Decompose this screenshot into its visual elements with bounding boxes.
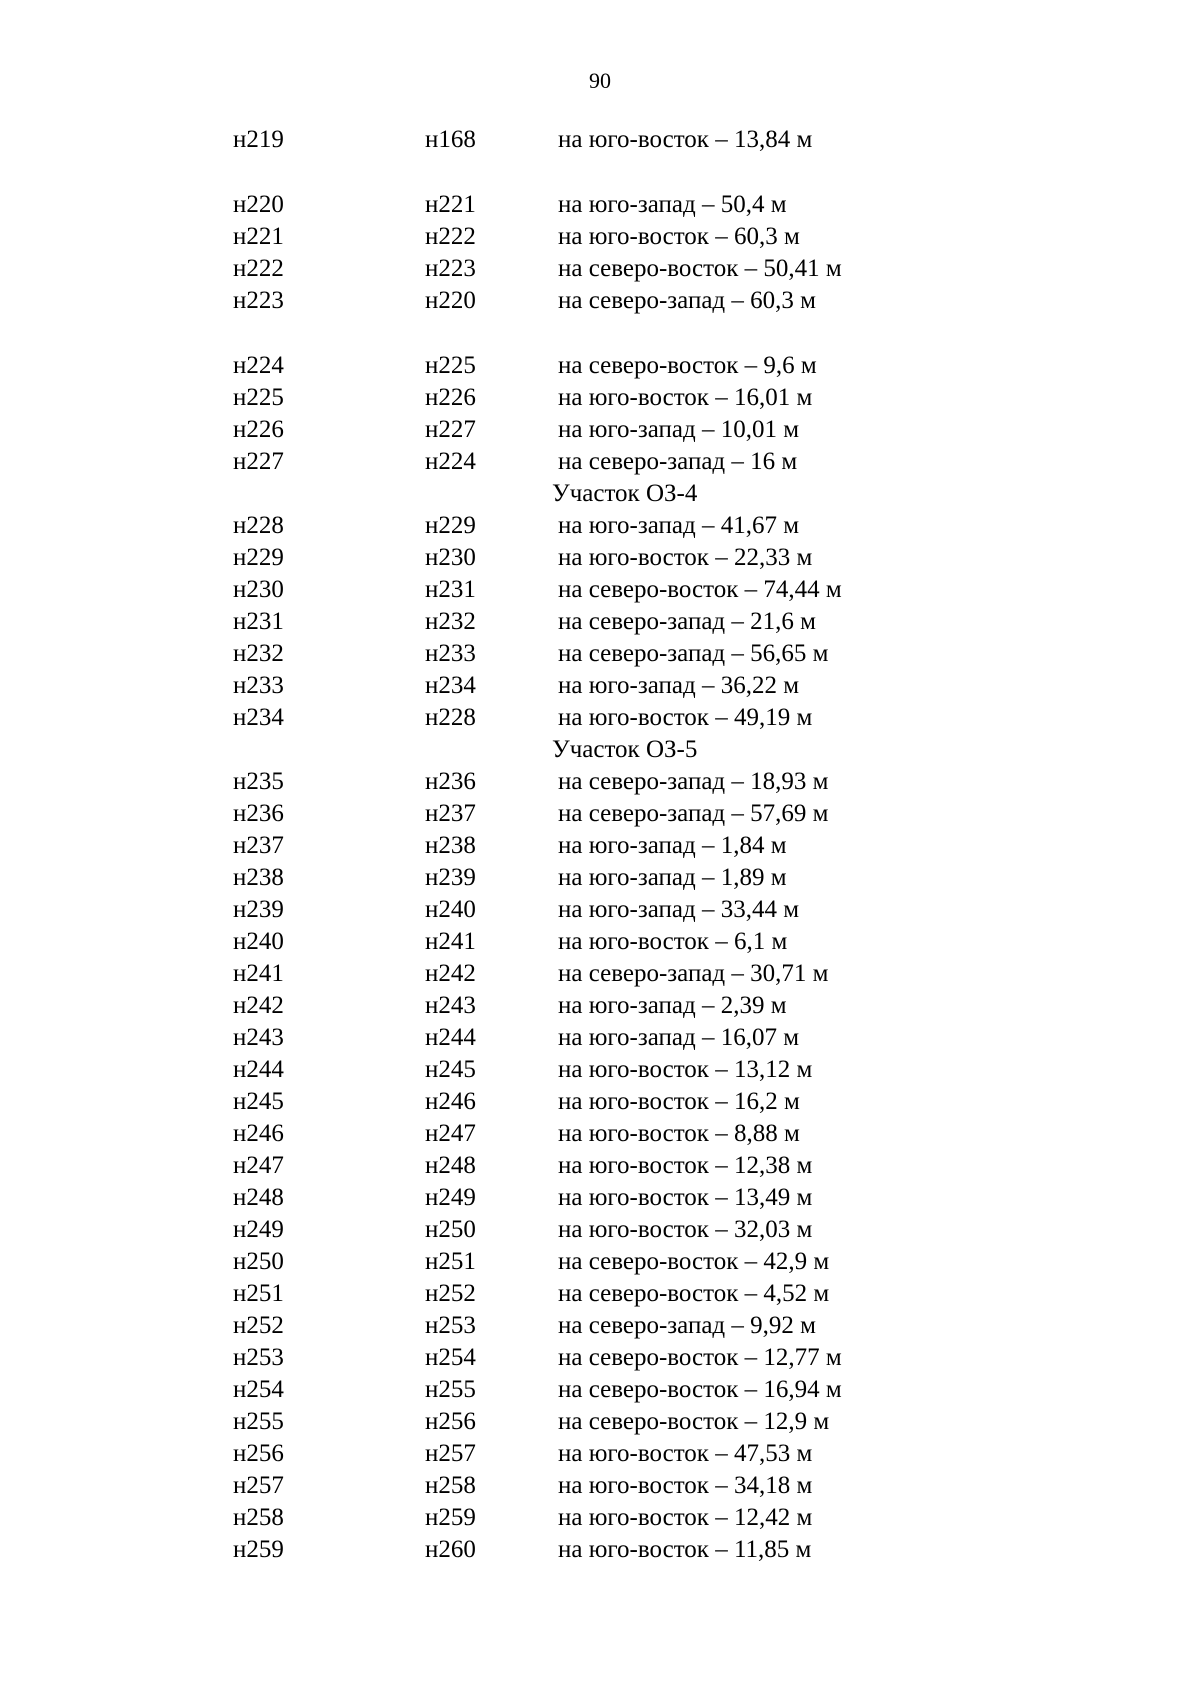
point-to: н249 xyxy=(425,1184,476,1211)
boundary-row xyxy=(0,766,1200,798)
point-from: н229 xyxy=(233,544,284,571)
boundary-row xyxy=(0,1054,1200,1086)
point-to: н243 xyxy=(425,992,476,1019)
direction-distance: на северо-запад – 21,6 м xyxy=(558,608,816,635)
point-to: н258 xyxy=(425,1472,476,1499)
point-from: н221 xyxy=(233,223,284,250)
boundary-row xyxy=(0,926,1200,958)
point-to: н255 xyxy=(425,1376,476,1403)
boundary-row xyxy=(0,414,1200,446)
page-number: 90 xyxy=(589,68,611,93)
direction-distance: на юго-запад – 1,89 м xyxy=(558,864,787,891)
point-to: н238 xyxy=(425,832,476,859)
direction-distance: на юго-восток – 60,3 м xyxy=(558,223,800,250)
point-from: н243 xyxy=(233,1024,284,1051)
point-from: н250 xyxy=(233,1248,284,1275)
direction-distance: на северо-запад – 18,93 м xyxy=(558,768,829,795)
point-to: н251 xyxy=(425,1248,476,1275)
blank-line xyxy=(0,156,1200,189)
point-to: н248 xyxy=(425,1152,476,1179)
direction-distance: на северо-восток – 74,44 м xyxy=(558,576,842,603)
blank-line xyxy=(0,317,1200,350)
boundary-row xyxy=(0,1438,1200,1470)
direction-distance: на юго-запад – 33,44 м xyxy=(558,896,800,923)
point-to: н260 xyxy=(425,1536,476,1563)
direction-distance: на юго-восток – 34,18 м xyxy=(558,1472,813,1499)
point-from: н257 xyxy=(233,1472,284,1499)
direction-distance: на юго-восток – 16,2 м xyxy=(558,1088,800,1115)
boundary-row xyxy=(0,510,1200,542)
point-to: н256 xyxy=(425,1408,476,1435)
direction-distance: на юго-восток – 12,42 м xyxy=(558,1504,813,1531)
point-to: н223 xyxy=(425,255,476,282)
point-from: н236 xyxy=(233,800,284,827)
boundary-row xyxy=(0,1214,1200,1246)
point-from: н259 xyxy=(233,1536,284,1563)
point-to: н229 xyxy=(425,512,476,539)
direction-distance: на юго-восток – 13,12 м xyxy=(558,1056,813,1083)
boundary-row xyxy=(0,1118,1200,1150)
point-to: н230 xyxy=(425,544,476,571)
direction-distance: на северо-восток – 9,6 м xyxy=(558,352,817,379)
direction-distance: на юго-восток – 13,84 м xyxy=(558,126,813,153)
direction-distance: на юго-восток – 8,88 м xyxy=(558,1120,800,1147)
point-from: н223 xyxy=(233,287,284,314)
direction-distance: на северо-восток – 12,9 м xyxy=(558,1408,830,1435)
boundary-row xyxy=(0,542,1200,574)
direction-distance: на северо-восток – 42,9 м xyxy=(558,1248,830,1275)
boundary-row xyxy=(0,189,1200,221)
point-from: н247 xyxy=(233,1152,284,1179)
direction-distance: на северо-запад – 16 м xyxy=(558,448,798,475)
point-from: н249 xyxy=(233,1216,284,1243)
direction-distance: на юго-запад – 41,67 м xyxy=(558,512,800,539)
point-to: н231 xyxy=(425,576,476,603)
point-from: н241 xyxy=(233,960,284,987)
boundary-row xyxy=(0,990,1200,1022)
direction-distance: на юго-восток – 11,85 м xyxy=(558,1536,812,1563)
direction-distance: на северо-запад – 9,92 м xyxy=(558,1312,816,1339)
direction-distance: на северо-запад – 30,71 м xyxy=(558,960,829,987)
boundary-row xyxy=(0,606,1200,638)
point-to: н244 xyxy=(425,1024,476,1051)
boundary-row xyxy=(0,1374,1200,1406)
point-from: н253 xyxy=(233,1344,284,1371)
boundary-row xyxy=(0,670,1200,702)
point-to: н233 xyxy=(425,640,476,667)
point-to: н225 xyxy=(425,352,476,379)
point-from: н219 xyxy=(233,126,284,153)
boundary-row xyxy=(0,1278,1200,1310)
point-from: н244 xyxy=(233,1056,284,1083)
direction-distance: на юго-запад – 16,07 м xyxy=(558,1024,800,1051)
point-from: н245 xyxy=(233,1088,284,1115)
point-to: н245 xyxy=(425,1056,476,1083)
boundary-row xyxy=(0,285,1200,317)
boundary-row xyxy=(0,958,1200,990)
point-to: н226 xyxy=(425,384,476,411)
point-to: н257 xyxy=(425,1440,476,1467)
point-from: н238 xyxy=(233,864,284,891)
boundary-row xyxy=(0,1022,1200,1054)
point-to: н168 xyxy=(425,126,476,153)
point-to: н228 xyxy=(425,704,476,731)
direction-distance: на северо-восток – 16,94 м xyxy=(558,1376,842,1403)
point-to: н221 xyxy=(425,191,476,218)
boundary-row xyxy=(0,1534,1200,1566)
point-to: н224 xyxy=(425,448,476,475)
boundary-row xyxy=(0,221,1200,253)
direction-distance: на юго-запад – 50,4 м xyxy=(558,191,787,218)
point-from: н230 xyxy=(233,576,284,603)
direction-distance: на юго-восток – 12,38 м xyxy=(558,1152,813,1179)
boundary-list xyxy=(0,124,1200,1566)
direction-distance: на северо-восток – 4,52 м xyxy=(558,1280,830,1307)
section-heading xyxy=(0,734,1200,766)
boundary-row xyxy=(0,382,1200,414)
point-to: н234 xyxy=(425,672,476,699)
point-from: н248 xyxy=(233,1184,284,1211)
direction-distance: на юго-запад – 10,01 м xyxy=(558,416,800,443)
direction-distance: на юго-восток – 49,19 м xyxy=(558,704,813,731)
direction-distance: на юго-запад – 2,39 м xyxy=(558,992,787,1019)
boundary-row xyxy=(0,350,1200,382)
point-from: н258 xyxy=(233,1504,284,1531)
boundary-row xyxy=(0,1406,1200,1438)
point-from: н246 xyxy=(233,1120,284,1147)
point-from: н234 xyxy=(233,704,284,731)
boundary-row xyxy=(0,253,1200,285)
point-to: н242 xyxy=(425,960,476,987)
boundary-row xyxy=(0,1086,1200,1118)
point-to: н254 xyxy=(425,1344,476,1371)
point-to: н232 xyxy=(425,608,476,635)
point-from: н239 xyxy=(233,896,284,923)
point-to: н246 xyxy=(425,1088,476,1115)
boundary-row xyxy=(0,1246,1200,1278)
boundary-row xyxy=(0,1150,1200,1182)
section-heading xyxy=(0,478,1200,510)
point-from: н237 xyxy=(233,832,284,859)
point-from: н252 xyxy=(233,1312,284,1339)
direction-distance: на юго-восток – 32,03 м xyxy=(558,1216,813,1243)
section-title: Участок ОЗ-4 xyxy=(552,480,698,507)
point-to: н236 xyxy=(425,768,476,795)
boundary-row xyxy=(0,798,1200,830)
direction-distance: на юго-запад – 1,84 м xyxy=(558,832,787,859)
point-to: н252 xyxy=(425,1280,476,1307)
direction-distance: на северо-запад – 57,69 м xyxy=(558,800,829,827)
point-from: н235 xyxy=(233,768,284,795)
point-from: н226 xyxy=(233,416,284,443)
point-to: н259 xyxy=(425,1504,476,1531)
point-from: н232 xyxy=(233,640,284,667)
point-to: н239 xyxy=(425,864,476,891)
boundary-row xyxy=(0,1502,1200,1534)
point-to: н247 xyxy=(425,1120,476,1147)
point-from: н242 xyxy=(233,992,284,1019)
point-from: н224 xyxy=(233,352,284,379)
boundary-row xyxy=(0,1470,1200,1502)
direction-distance: на юго-восток – 22,33 м xyxy=(558,544,813,571)
point-to: н222 xyxy=(425,223,476,250)
point-to: н220 xyxy=(425,287,476,314)
boundary-row xyxy=(0,830,1200,862)
point-from: н233 xyxy=(233,672,284,699)
boundary-row xyxy=(0,1182,1200,1214)
section-title: Участок ОЗ-5 xyxy=(552,736,698,763)
boundary-row xyxy=(0,1342,1200,1374)
point-from: н222 xyxy=(233,255,284,282)
direction-distance: на северо-восток – 12,77 м xyxy=(558,1344,842,1371)
direction-distance: на юго-восток – 6,1 м xyxy=(558,928,788,955)
point-to: н250 xyxy=(425,1216,476,1243)
direction-distance: на юго-восток – 13,49 м xyxy=(558,1184,813,1211)
point-to: н240 xyxy=(425,896,476,923)
point-from: н255 xyxy=(233,1408,284,1435)
boundary-row xyxy=(0,894,1200,926)
point-to: н227 xyxy=(425,416,476,443)
point-to: н237 xyxy=(425,800,476,827)
boundary-row xyxy=(0,446,1200,478)
point-from: н251 xyxy=(233,1280,284,1307)
point-from: н225 xyxy=(233,384,284,411)
point-from: н227 xyxy=(233,448,284,475)
point-from: н254 xyxy=(233,1376,284,1403)
direction-distance: на юго-восток – 16,01 м xyxy=(558,384,813,411)
point-to: н241 xyxy=(425,928,476,955)
boundary-row xyxy=(0,124,1200,156)
point-from: н228 xyxy=(233,512,284,539)
boundary-row xyxy=(0,1310,1200,1342)
point-from: н220 xyxy=(233,191,284,218)
direction-distance: на северо-запад – 60,3 м xyxy=(558,287,816,314)
boundary-row xyxy=(0,862,1200,894)
point-from: н256 xyxy=(233,1440,284,1467)
direction-distance: на юго-восток – 47,53 м xyxy=(558,1440,813,1467)
point-from: н240 xyxy=(233,928,284,955)
boundary-row xyxy=(0,638,1200,670)
direction-distance: на северо-восток – 50,41 м xyxy=(558,255,842,282)
point-from: н231 xyxy=(233,608,284,635)
point-to: н253 xyxy=(425,1312,476,1339)
boundary-row xyxy=(0,574,1200,606)
boundary-row xyxy=(0,702,1200,734)
direction-distance: на юго-запад – 36,22 м xyxy=(558,672,800,699)
direction-distance: на северо-запад – 56,65 м xyxy=(558,640,829,667)
